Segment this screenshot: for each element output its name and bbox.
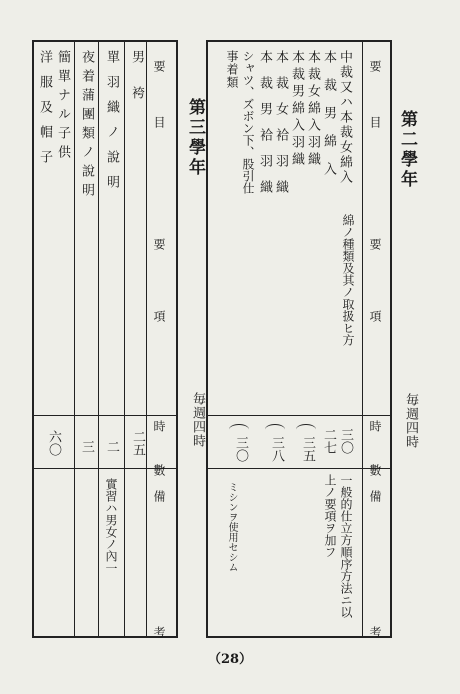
grade2-item-text: 綿ノ種類及其ノ取扱ヒ方 [341, 214, 355, 346]
grade2-row-subject: 事着類 [225, 50, 239, 89]
grade2-weekly-hours: 毎週四時 [403, 393, 418, 449]
grade3-header-note: 備 考 [152, 490, 166, 694]
grade2-row-hours: 三八 [269, 436, 284, 462]
grade2-notes-top-rule [206, 468, 392, 469]
grade2-row-subject: 本裁男綿入羽織 [289, 50, 304, 169]
grade3-header-subject: 要 目 [152, 60, 166, 144]
grade3-row-subject: 夜着蒲團類ノ說明 [79, 50, 94, 202]
grade2-table-right-rule [390, 40, 392, 638]
grade3-note: 實習ハ男女ノ內一 [104, 478, 118, 574]
grade3-title: 第三學年 [185, 98, 205, 178]
grade2-note-line: 上ノ要項ヲ加フ [323, 474, 337, 558]
grade2-bracket [265, 424, 285, 435]
grade3-table-right-rule [176, 40, 178, 638]
grade3-row-hours: 二 [104, 440, 119, 453]
grade3-weekly-hours: 毎週四時 [190, 392, 205, 448]
grade2-row-subject: 本 裁 男 袷 羽 織 [257, 50, 272, 193]
grade2-note-line: 一般的仕立方順序方法ニ以 [339, 474, 353, 618]
grade3-row-subject: 單羽織ノ說明 [104, 50, 119, 200]
grade2-row-hours: 三〇 [233, 436, 248, 462]
grade2-row-subject: 本 裁 女 袷 羽 織 [273, 50, 288, 193]
grade2-header-hours: 時 數 [368, 420, 382, 486]
grade3-header-hours: 時 數 [152, 420, 166, 486]
grade2-header-item: 要 項 [368, 238, 382, 346]
grade3-header-divider [146, 40, 147, 638]
grade2-bracket [296, 424, 316, 435]
grade2-row-subject: シャツ、ズボン下、股引仕 [241, 50, 255, 194]
grade3-row-subject: 簡單ナル子供 [55, 50, 70, 164]
page-number: （28） [207, 652, 253, 667]
grade3-row-subject: 男 袴 [129, 50, 144, 104]
grade2-bracket [229, 424, 249, 435]
grade2-row-hours: 三〇 [338, 428, 353, 454]
grade2-table-top-rule [206, 40, 392, 42]
grade3-row-hours: 六〇 [46, 430, 61, 456]
grade3-row-hours: 二五 [130, 430, 145, 456]
grade3-table-left-rule [32, 40, 34, 638]
grade2-hours-top-rule [206, 415, 392, 416]
grade3-row-hours: 三 [79, 440, 94, 453]
grade2-note-line: ミシンヲ使用セシム [226, 482, 237, 572]
grade2-row-subject: 中裁又ハ本裁女綿入 [337, 50, 352, 185]
grade2-header-note: 備 考 [368, 490, 382, 694]
grade3-row-divider [124, 40, 125, 638]
grade2-table-left-rule [206, 40, 208, 638]
grade2-row-hours: 二七 [321, 428, 336, 454]
grade2-row-subject: 本 裁 男 綿 入 [321, 50, 336, 176]
grade2-row-subject: 本裁女綿入羽織 [305, 50, 320, 169]
grade2-title: 第二學年 [397, 110, 417, 190]
grade3-row-divider [74, 40, 75, 638]
grade3-header-item: 要 項 [152, 238, 166, 346]
grade3-hours-top-rule [32, 415, 178, 416]
grade2-header-divider [362, 40, 363, 638]
grade3-table-top-rule [32, 40, 178, 42]
grade2-header-subject: 要 目 [368, 60, 382, 144]
grade3-row-divider [98, 40, 99, 638]
grade3-row-subject: 洋服及帽子 [37, 50, 52, 175]
grade2-table-bottom-rule [206, 636, 392, 638]
grade2-row-hours: 三五 [300, 436, 315, 462]
